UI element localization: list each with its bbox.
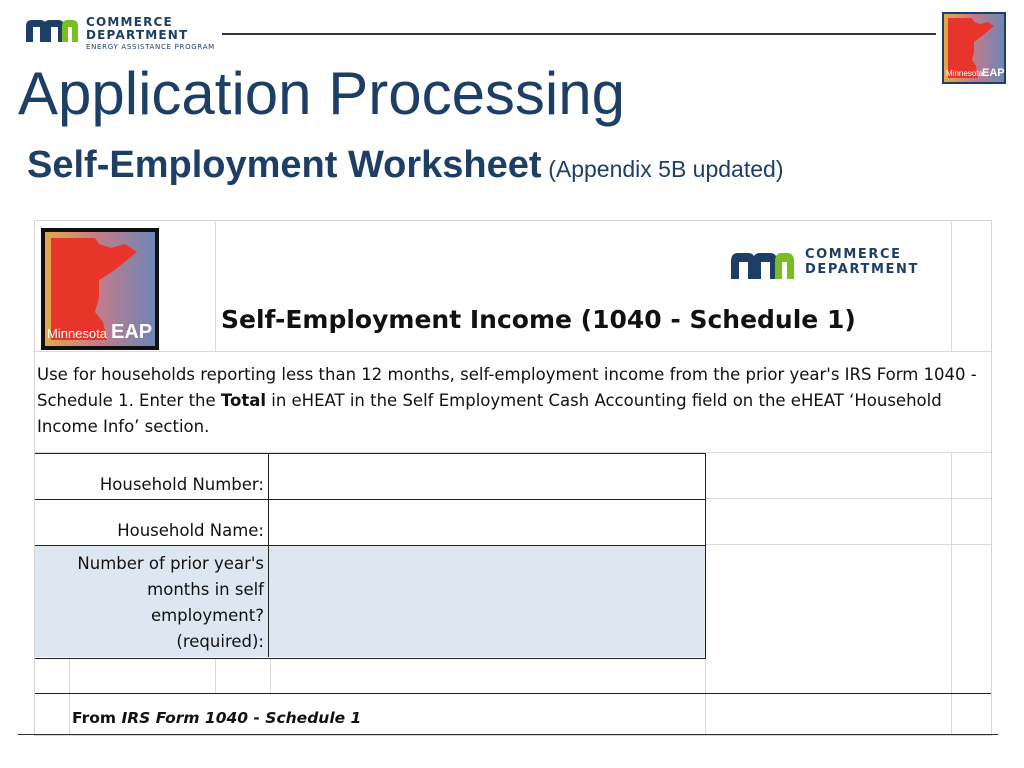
mn-logo-icon [24, 16, 80, 42]
worksheet-image [34, 220, 992, 736]
grid-line [215, 221, 216, 351]
instructions-text-2: in eHEAT in the Self Employment Cash Accounting field on the eHEAT ‘Household Income Info’ section. [37, 391, 942, 436]
grid-line [35, 351, 991, 352]
header-rule [222, 33, 936, 35]
footer-rule [18, 734, 998, 735]
section-rule [35, 693, 991, 694]
months-label [35, 546, 269, 657]
page-title: Application Processing [18, 60, 626, 127]
svg-text:EAP: EAP [111, 321, 153, 343]
row-self-employment-months [35, 546, 705, 657]
source-heading [72, 709, 361, 727]
subtitle-note: (Appendix 5B updated) [548, 156, 784, 182]
instructions-text-1: Use for households reporting less than 12 months, self-employment income from the prior year's IRS Form 1040 - Schedule 1. Enter the [37, 365, 977, 410]
months-label-line: Number of prior year's [77, 554, 264, 573]
months-label-line: months in self [147, 580, 264, 599]
logo-line-commerce: COMMERCE [805, 247, 902, 262]
minnesota-map-icon [41, 228, 159, 350]
subtitle-main: Self-Employment Worksheet [27, 144, 542, 186]
minnesota-eap-badge [41, 228, 159, 350]
months-label-line: employment? [150, 606, 264, 625]
source-prefix: From [72, 709, 122, 727]
grid-line [270, 658, 271, 694]
months-label-line: (required): [176, 632, 264, 651]
commerce-logo-sheet [729, 247, 939, 281]
worksheet-title: Self-Employment Income (1040 - Schedule 1) [221, 305, 856, 334]
household-number-label: Household Number: [35, 454, 269, 499]
logo-line-department: DEPARTMENT [805, 262, 919, 277]
grid-line [69, 658, 70, 735]
minnesota-map-icon [942, 12, 1006, 84]
instructions-bold-total: Total [220, 391, 266, 410]
svg-text:EAP: EAP [982, 67, 1005, 79]
logo-line-department: DEPARTMENT [86, 28, 189, 42]
grid-line [705, 658, 706, 735]
row-household-number [35, 454, 705, 500]
row-household-name [35, 500, 705, 546]
grid-line [705, 544, 991, 545]
household-number-field[interactable] [270, 454, 705, 499]
mn-logo-icon [729, 249, 797, 279]
household-form [35, 453, 706, 659]
grid-line [951, 221, 952, 351]
worksheet-instructions [37, 362, 989, 440]
svg-text:Minnesota: Minnesota [946, 69, 983, 78]
grid-line [215, 658, 216, 694]
source-form: IRS Form 1040 - Schedule 1 [121, 709, 362, 727]
household-name-label: Household Name: [35, 500, 269, 545]
svg-text:Minnesota: Minnesota [47, 326, 107, 341]
months-field[interactable] [270, 546, 705, 657]
commerce-logo-top [24, 16, 224, 56]
logo-line-program: ENERGY ASSISTANCE PROGRAM [86, 43, 215, 51]
household-name-field[interactable] [270, 500, 705, 545]
minnesota-eap-badge-top [942, 12, 1006, 84]
grid-line [705, 498, 991, 499]
page-subtitle [27, 142, 783, 193]
logo-line-commerce: COMMERCE [86, 15, 173, 29]
